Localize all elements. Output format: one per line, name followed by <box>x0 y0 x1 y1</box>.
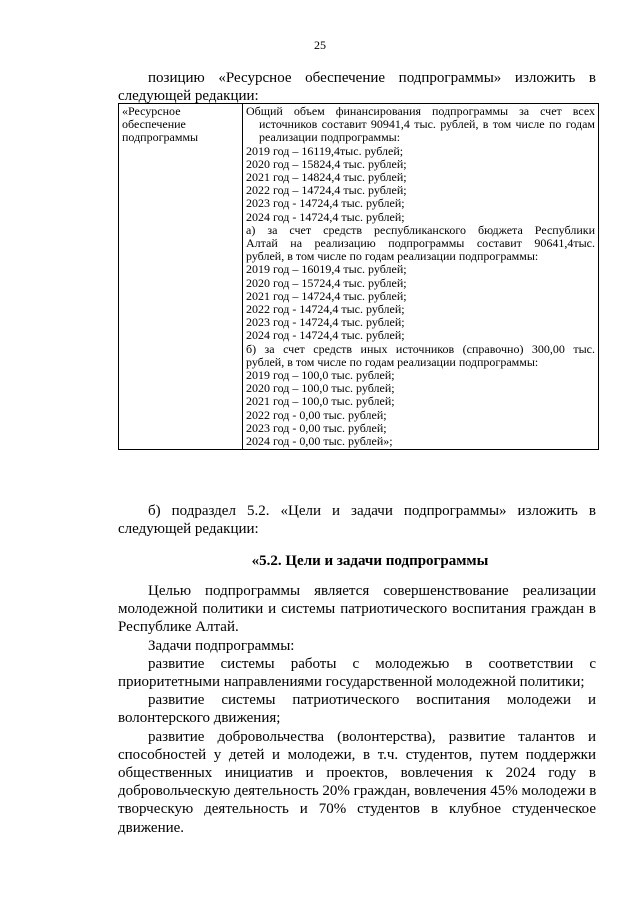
text-line: добровольческую деятельность 20% граждан, вовлечения 45% молодежи в <box>118 783 597 800</box>
text-line: волонтерского движения; <box>118 710 281 727</box>
content-line: 2019 год – 16119,4тыс. рублей; <box>246 143 404 158</box>
content-line: 2023 год - 14724,4 тыс. рублей; <box>246 196 405 211</box>
section-heading: «5.2. Цели и задачи подпрограммы <box>251 553 489 569</box>
label-line: подпрограммы <box>122 130 199 145</box>
text-line: Целью подпрограммы является совершенствование реализации <box>148 583 596 599</box>
content-line: 2021 год – 100,0 тыс. рублей; <box>246 394 395 409</box>
text-line: общественных инициатив и проектов, вовлечения к 2024 году в <box>118 765 596 782</box>
content-line: Алтай на реализацию подпрограммы составит 90641,4тыс. <box>246 236 595 251</box>
text-line: способностей у детей и молодежи, в т.ч. студентов, путем поддержки <box>118 746 596 763</box>
content-line: рублей, в том числе по годам реализации подпрограммы: <box>246 249 539 264</box>
content-line: 2020 год – 15724,4 тыс. рублей; <box>246 275 407 290</box>
content-line: 2022 год – 14724,4 тыс. рублей; <box>246 183 407 198</box>
content-line: 2022 год - 0,00 тыс. рублей; <box>246 407 387 422</box>
content-line: а) за счет средств республиканского бюджета Республики <box>246 222 595 237</box>
text-line: следующей редакции: <box>118 521 259 538</box>
subsection-paragraph <box>118 502 596 538</box>
resource-table <box>118 103 599 450</box>
table-label-cell <box>119 104 243 450</box>
text-line: Республике Алтай. <box>118 619 239 636</box>
content-line: 2021 год – 14724,4 тыс. рублей; <box>246 288 407 303</box>
text-line: б) подраздел 5.2. «Цели и задачи подпрограммы» изложить в <box>148 503 596 519</box>
content-line: 2023 год - 0,00 тыс. рублей; <box>246 420 387 435</box>
label-line: обеспечение <box>122 117 186 132</box>
content-line: 2019 год – 16019,4 тыс. рублей; <box>246 262 407 277</box>
content-line: реализации подпрограммы: <box>259 130 401 145</box>
text-line: молодежной политики и системы патриотического воспитания граждан в <box>118 601 596 618</box>
text-line: развитие системы работы с молодежью в соответствии с <box>148 655 596 672</box>
content-line: 2024 год - 14724,4 тыс. рублей; <box>246 209 405 224</box>
content-line: Общий объем финансирования подпрограммы за счет всех <box>246 104 595 118</box>
page-number: 25 <box>314 38 326 52</box>
text-line: Задачи подпрограммы: <box>148 637 295 654</box>
text-line: следующей редакции: <box>118 88 259 105</box>
text-line: приоритетными направлениями государственной молодежной политики; <box>118 674 585 691</box>
content-line: б) за счет средств иных источников (справочно) 300,00 тыс. <box>246 341 595 356</box>
text-line: творческую деятельность и 70% студентов в клубное студенческое <box>118 801 596 818</box>
content-line: 2020 год – 15824,4 тыс. рублей; <box>246 156 407 171</box>
text-line: позицию «Ресурсное обеспечение подпрограммы» изложить в <box>148 70 596 86</box>
table-content-cell <box>243 104 599 450</box>
text-line: развитие системы патриотического воспитания молодежи и <box>148 692 596 709</box>
label-line: «Ресурсное <box>122 104 181 118</box>
content-line: 2024 год - 14724,4 тыс. рублей; <box>246 328 405 343</box>
content-line: 2023 год - 14724,4 тыс. рублей; <box>246 315 405 330</box>
intro-paragraph <box>118 69 596 105</box>
content-line: 2021 год – 14824,4 тыс. рублей; <box>246 170 407 185</box>
content-line: 2019 год – 100,0 тыс. рублей; <box>246 368 395 383</box>
text-line: развитие добровольчества (волонтерства), развитие талантов и <box>148 728 596 745</box>
content-line: рублей, в том числе по годам реализации подпрограммы: <box>246 354 539 369</box>
table-row <box>119 104 599 450</box>
content-line: источников составит 90941,4 тыс. рублей, в том числе по годам <box>259 117 595 132</box>
text-line: движение. <box>118 819 185 836</box>
content-line: 2024 год - 0,00 тыс. рублей»; <box>246 434 393 449</box>
content-line: 2020 год – 100,0 тыс. рублей; <box>246 381 395 396</box>
content-line: 2022 год - 14724,4 тыс. рублей; <box>246 302 405 317</box>
body-paragraphs <box>118 582 596 837</box>
